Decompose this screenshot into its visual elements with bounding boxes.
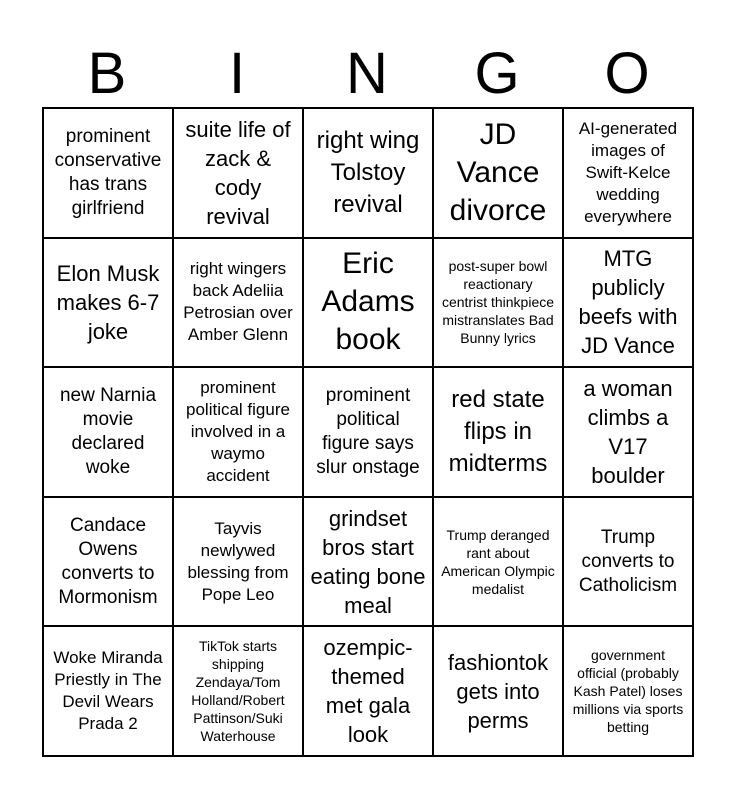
header-letter-o: O xyxy=(604,41,650,106)
bingo-cell xyxy=(303,108,433,238)
cell-text: MTG publicly beefs with JD Vance xyxy=(578,246,678,359)
bingo-cell xyxy=(303,497,433,627)
bingo-cell xyxy=(173,497,303,627)
cell-text: suite life of zack & cody revival xyxy=(185,116,291,229)
bingo-cell xyxy=(433,108,563,238)
cell-text: JD Vance divorce xyxy=(449,117,547,227)
bingo-cell xyxy=(433,497,563,627)
bingo-cell xyxy=(173,367,303,497)
header-letter-g: G xyxy=(474,41,520,106)
cell-text: red state flips in midterms xyxy=(448,385,548,477)
bingo-cell xyxy=(43,367,173,497)
cell-text: TikTok starts shipping Zendaya/Tom Holland/Robert Pattinson/Suki Waterhouse xyxy=(191,638,285,745)
header-letter-b: B xyxy=(87,41,127,106)
cell-text: government official (probably Kash Patel) loses millions via sports betting xyxy=(572,647,684,736)
cell-text: prominent conservative has trans girlfriend xyxy=(54,125,162,219)
header-letter-i: I xyxy=(228,41,246,106)
cell-text: right wingers back Adeliia Petrosian over Amber Glenn xyxy=(183,259,293,345)
header-letter-n: N xyxy=(346,41,388,106)
cell-text: grindset bros start eating bone meal xyxy=(310,505,426,618)
bingo-cell xyxy=(563,497,693,627)
bingo-cell xyxy=(563,108,693,238)
cell-text: prominent political figure involved in a waymo accident xyxy=(186,377,290,485)
cell-text: right wing Tolstoy revival xyxy=(316,126,420,218)
bingo-cell xyxy=(303,626,433,756)
bingo-cell xyxy=(173,626,303,756)
cell-text: Eric Adams book xyxy=(321,247,415,357)
cell-text: Trump converts to Catholicism xyxy=(578,526,678,596)
bingo-header xyxy=(42,40,694,108)
cell-text: a woman climbs a V17 boulder xyxy=(583,375,673,488)
bingo-cell xyxy=(563,626,693,756)
cell-text: Candace Owens converts to Mormonism xyxy=(58,514,158,608)
bingo-cell xyxy=(43,108,173,238)
cell-text: prominent political figure says slur onstage xyxy=(316,384,420,478)
cell-text: fashiontok gets into perms xyxy=(447,649,549,733)
bingo-cell xyxy=(173,238,303,368)
cell-text: Tayvis newlywed blessing from Pope Leo xyxy=(187,518,289,604)
bingo-cell xyxy=(43,626,173,756)
bingo-cell xyxy=(433,626,563,756)
cell-text: post-super bowl reactionary centrist thinkpiece mistranslates Bad Bunny lyrics xyxy=(441,258,555,347)
cell-text: new Narnia movie declared woke xyxy=(59,384,157,478)
cell-text: Trump deranged rant about American Olympic medalist xyxy=(441,526,555,597)
bingo-cell xyxy=(303,238,433,368)
bingo-cell xyxy=(173,108,303,238)
cell-text: Woke Miranda Priestly in The Devil Wears Prada 2 xyxy=(53,648,163,734)
bingo-grid xyxy=(42,107,694,757)
bingo-cell xyxy=(43,497,173,627)
cell-text: AI-generated images of Swift-Kelce wedding everywhere xyxy=(578,118,678,226)
bingo-cell xyxy=(303,367,433,497)
bingo-cell xyxy=(563,238,693,368)
bingo-cell xyxy=(43,238,173,368)
cell-text: ozempic-themed met gala look xyxy=(323,635,413,748)
bingo-cell xyxy=(563,367,693,497)
bingo-cell xyxy=(433,238,563,368)
bingo-cell xyxy=(433,367,563,497)
cell-text: Elon Musk makes 6-7 joke xyxy=(56,260,160,344)
